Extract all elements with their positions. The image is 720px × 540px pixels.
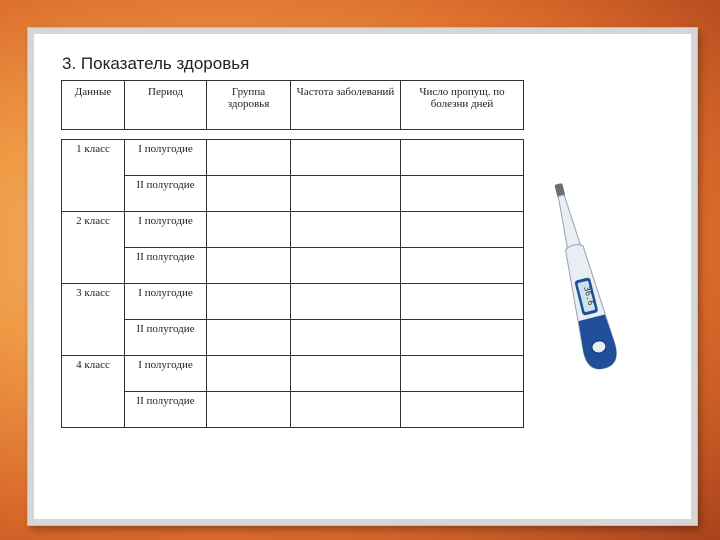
period-cell: I полугодие bbox=[125, 140, 207, 176]
header-data: Данные bbox=[62, 81, 125, 130]
missed-days-cell[interactable] bbox=[401, 248, 524, 284]
table-row bbox=[62, 176, 524, 212]
header-period: Период bbox=[125, 81, 207, 130]
period-cell: I полугодие bbox=[125, 284, 207, 320]
slide bbox=[28, 28, 697, 525]
page-title: 3. Показатель здоровья bbox=[62, 54, 250, 73]
thermometer-icon bbox=[542, 179, 622, 379]
period-cell: II полугодие bbox=[125, 248, 207, 284]
illness-frequency-cell[interactable] bbox=[291, 356, 401, 392]
health-group-cell[interactable] bbox=[207, 284, 291, 320]
header-health-group: Группа здоровья bbox=[207, 81, 291, 130]
table-row bbox=[62, 212, 524, 248]
illness-frequency-cell[interactable] bbox=[291, 392, 401, 428]
period-cell: II полугодие bbox=[125, 392, 207, 428]
header-illness-frequency: Частота заболеваний bbox=[291, 81, 401, 130]
health-group-cell[interactable] bbox=[207, 176, 291, 212]
health-group-cell[interactable] bbox=[207, 212, 291, 248]
table-row bbox=[62, 320, 524, 356]
period-cell: II полугодие bbox=[125, 320, 207, 356]
table-row bbox=[62, 392, 524, 428]
health-group-cell[interactable] bbox=[207, 392, 291, 428]
missed-days-cell[interactable] bbox=[401, 212, 524, 248]
missed-days-cell[interactable] bbox=[401, 392, 524, 428]
illness-frequency-cell[interactable] bbox=[291, 320, 401, 356]
health-group-cell[interactable] bbox=[207, 320, 291, 356]
header-row bbox=[62, 81, 524, 130]
table-row bbox=[62, 248, 524, 284]
illness-frequency-cell[interactable] bbox=[291, 212, 401, 248]
grade-cell: 2 класс bbox=[62, 212, 125, 284]
missed-days-cell[interactable] bbox=[401, 284, 524, 320]
missed-days-cell[interactable] bbox=[401, 176, 524, 212]
health-group-cell[interactable] bbox=[207, 248, 291, 284]
health-group-cell[interactable] bbox=[207, 140, 291, 176]
grade-cell: 4 класс bbox=[62, 356, 125, 428]
grade-cell: 3 класс bbox=[62, 284, 125, 356]
illness-frequency-cell[interactable] bbox=[291, 284, 401, 320]
period-cell: I полугодие bbox=[125, 212, 207, 248]
thermometer-display: 36.6 bbox=[582, 285, 596, 307]
grade-cell: 1 класс bbox=[62, 140, 125, 212]
illness-frequency-cell[interactable] bbox=[291, 140, 401, 176]
header-missed-days: Число пропущ. по болезни дней bbox=[401, 81, 524, 130]
missed-days-cell[interactable] bbox=[401, 140, 524, 176]
missed-days-cell[interactable] bbox=[401, 320, 524, 356]
health-group-cell[interactable] bbox=[207, 356, 291, 392]
period-cell: II полугодие bbox=[125, 176, 207, 212]
table-row bbox=[62, 140, 524, 176]
illness-frequency-cell[interactable] bbox=[291, 176, 401, 212]
missed-days-cell[interactable] bbox=[401, 356, 524, 392]
illness-frequency-cell[interactable] bbox=[291, 248, 401, 284]
period-cell: I полугодие bbox=[125, 356, 207, 392]
header-spacer bbox=[62, 130, 524, 140]
health-table bbox=[61, 80, 524, 428]
table-row bbox=[62, 356, 524, 392]
table-row bbox=[62, 284, 524, 320]
